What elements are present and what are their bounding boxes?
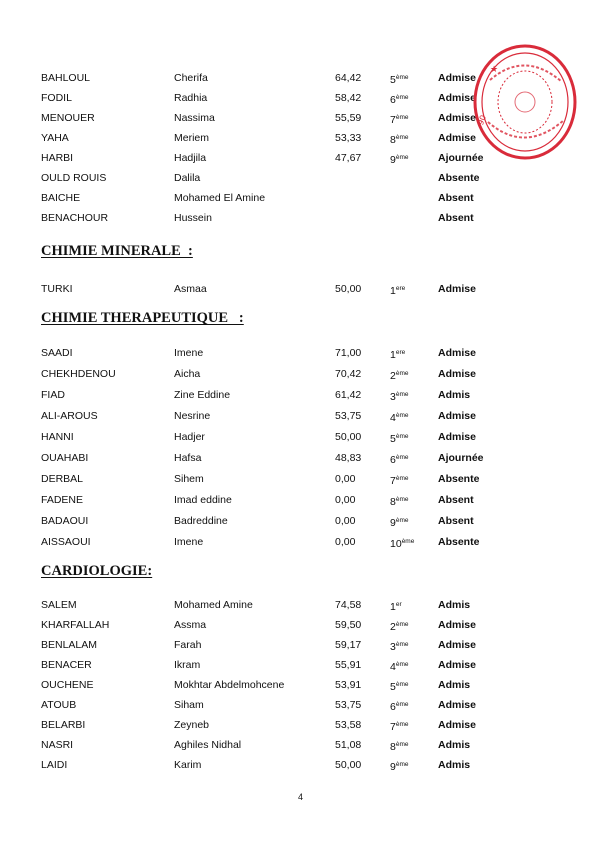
- grade: 55,91: [335, 659, 362, 671]
- grade: 59,17: [335, 639, 362, 651]
- first-name: Asmaa: [174, 283, 207, 295]
- rank: 9ème: [390, 761, 409, 773]
- table-row: [0, 190, 601, 206]
- last-name: FODIL: [41, 92, 72, 104]
- result: Admise: [438, 132, 476, 144]
- last-name: AISSAOUI: [41, 536, 91, 548]
- last-name: SAADI: [41, 347, 73, 359]
- grade: 0,00: [335, 536, 356, 548]
- grade: 47,67: [335, 152, 362, 164]
- grade: 55,59: [335, 112, 362, 124]
- result: Absent: [438, 515, 474, 527]
- table-row: [0, 637, 601, 653]
- svg-text:90: 90: [476, 113, 488, 127]
- rank: 3ème: [390, 391, 409, 403]
- table-row: [0, 717, 601, 733]
- rank: 10ème: [390, 538, 415, 550]
- rank: 4ème: [390, 412, 409, 424]
- result: Admis: [438, 599, 471, 611]
- first-name: Sihem: [174, 473, 204, 485]
- table-row: [0, 757, 601, 773]
- grade: 50,00: [335, 431, 362, 443]
- rank: 7ème: [390, 721, 409, 733]
- table-row: [0, 471, 601, 487]
- rank: 1er: [390, 601, 402, 613]
- result: Admis: [438, 679, 471, 691]
- last-name: YAHA: [41, 132, 69, 144]
- grade: 50,00: [335, 283, 362, 295]
- last-name: HARBI: [41, 152, 74, 164]
- grade: 53,58: [335, 719, 362, 731]
- table-row: [0, 513, 601, 529]
- table-row: [0, 617, 601, 633]
- last-name: BENACHOUR: [41, 212, 109, 224]
- last-name: CHEKHDENOU: [41, 368, 116, 380]
- result: Absent: [438, 212, 474, 224]
- first-name: Badreddine: [174, 515, 228, 527]
- first-name: Zeyneb: [174, 719, 210, 731]
- result: Admise: [438, 368, 476, 380]
- rank: 6ème: [390, 454, 409, 466]
- grade: 53,91: [335, 679, 362, 691]
- result: Admis: [438, 759, 471, 771]
- result: Admise: [438, 699, 476, 711]
- rank: 9ème: [390, 517, 409, 529]
- svg-text:★: ★: [490, 65, 499, 75]
- rank: 7ème: [390, 114, 409, 126]
- grade: 51,08: [335, 739, 362, 751]
- rank: 6ème: [390, 94, 409, 106]
- rank: 1ere: [390, 349, 406, 361]
- last-name: OUAHABI: [41, 452, 89, 464]
- table-row: [0, 737, 601, 753]
- last-name: DERBAL: [41, 473, 84, 485]
- table-row: [0, 345, 601, 361]
- grade: 61,42: [335, 389, 362, 401]
- result: Admise: [438, 92, 476, 104]
- first-name: Imene: [174, 536, 204, 548]
- first-name: Hadjila: [174, 152, 207, 164]
- rank: 2ème: [390, 370, 409, 382]
- first-name: Siham: [174, 699, 204, 711]
- last-name: BADAOUI: [41, 515, 89, 527]
- last-name: SALEM: [41, 599, 77, 611]
- first-name: Imene: [174, 347, 204, 359]
- result: Ajournée: [438, 452, 484, 464]
- result: Admise: [438, 619, 476, 631]
- last-name: OUCHENE: [41, 679, 94, 691]
- result: Admis: [438, 389, 471, 401]
- result: Admise: [438, 639, 476, 651]
- rank: 6ème: [390, 701, 409, 713]
- table-row: [0, 450, 601, 466]
- last-name: ATOUB: [41, 699, 77, 711]
- first-name: Mokhtar Abdelmohcene: [174, 679, 285, 691]
- first-name: Aghiles Nidhal: [174, 739, 242, 751]
- grade: 0,00: [335, 515, 356, 527]
- grade: 70,42: [335, 368, 362, 380]
- result: Absent: [438, 192, 474, 204]
- page-number: 4: [297, 792, 303, 802]
- result: Absente: [438, 473, 480, 485]
- grade: 53,75: [335, 699, 362, 711]
- last-name: BENACER: [41, 659, 92, 671]
- result: Admis: [438, 739, 471, 751]
- grade: 53,75: [335, 410, 362, 422]
- first-name: Karim: [174, 759, 202, 771]
- last-name: MENOUER: [41, 112, 95, 124]
- first-name: Dalila: [174, 172, 201, 184]
- rank: 5ème: [390, 433, 409, 445]
- grade: 0,00: [335, 494, 356, 506]
- rank: 9ème: [390, 154, 409, 166]
- first-name: Mohamed Amine: [174, 599, 253, 611]
- last-name: BAICHE: [41, 192, 81, 204]
- grade: 58,42: [335, 92, 362, 104]
- rank: 2ème: [390, 621, 409, 633]
- last-name: TURKI: [41, 283, 73, 295]
- result: Admise: [438, 410, 476, 422]
- result: Admise: [438, 719, 476, 731]
- table-row: [0, 210, 601, 226]
- result: Absente: [438, 536, 480, 548]
- table-row: [0, 366, 601, 382]
- grade: 74,58: [335, 599, 362, 611]
- first-name: Zine Eddine: [174, 389, 231, 401]
- first-name: Hadjer: [174, 431, 205, 443]
- grade: 0,00: [335, 473, 356, 485]
- grade: 50,00: [335, 759, 362, 771]
- first-name: Hussein: [174, 212, 212, 224]
- table-row: [0, 597, 601, 613]
- last-name: BENLALAM: [41, 639, 98, 651]
- first-name: Imad eddine: [174, 494, 232, 506]
- first-name: Aicha: [174, 368, 201, 380]
- rank: 8ème: [390, 134, 409, 146]
- first-name: Cherifa: [174, 72, 208, 84]
- first-name: Assma: [174, 619, 207, 631]
- rank: 5ème: [390, 74, 409, 86]
- table-row: [0, 281, 601, 297]
- rank: 4ème: [390, 661, 409, 673]
- first-name: Hafsa: [174, 452, 202, 464]
- table-row: [0, 170, 601, 186]
- result: Admise: [438, 431, 476, 443]
- first-name: Radhia: [174, 92, 208, 104]
- grade: 53,33: [335, 132, 362, 144]
- rank: 3ème: [390, 641, 409, 653]
- rank: 8ème: [390, 496, 409, 508]
- last-name: BAHLOUL: [41, 72, 91, 84]
- first-name: Meriem: [174, 132, 210, 144]
- last-name: HANNI: [41, 431, 74, 443]
- grade: 48,83: [335, 452, 362, 464]
- last-name: BELARBI: [41, 719, 86, 731]
- table-row: [0, 387, 601, 403]
- result: Admise: [438, 72, 476, 84]
- rank: 5ème: [390, 681, 409, 693]
- rank: 8ème: [390, 741, 409, 753]
- table-row: [0, 697, 601, 713]
- first-name: Farah: [174, 639, 202, 651]
- table-row: [0, 677, 601, 693]
- last-name: NASRI: [41, 739, 74, 751]
- last-name: FIAD: [41, 389, 65, 401]
- section-title-chimie-therapeutique: CHIMIE THERAPEUTIQUE :: [41, 310, 244, 326]
- result: Admise: [438, 347, 476, 359]
- result: Ajournée: [438, 152, 484, 164]
- result: Admise: [438, 283, 476, 295]
- result: Admise: [438, 659, 476, 671]
- table-row: [0, 429, 601, 445]
- table-row: [0, 492, 601, 508]
- table-row: [0, 657, 601, 673]
- last-name: FADENE: [41, 494, 84, 506]
- last-name: LAIDI: [41, 759, 68, 771]
- grade: 64,42: [335, 72, 362, 84]
- official-stamp: [470, 42, 580, 162]
- section-title-cardiologie: CARDIOLOGIE:: [41, 563, 153, 579]
- rank: 1ere: [390, 285, 406, 297]
- first-name: Ikram: [174, 659, 201, 671]
- table-row: [0, 534, 601, 550]
- first-name: Nesrine: [174, 410, 211, 422]
- result: Absente: [438, 172, 480, 184]
- last-name: OULD ROUIS: [41, 172, 107, 184]
- table-row: [0, 408, 601, 424]
- section-title-chimie-minerale: CHIMIE MINERALE :: [41, 243, 193, 259]
- grade: 71,00: [335, 347, 362, 359]
- grade: 59,50: [335, 619, 362, 631]
- result: Admise: [438, 112, 476, 124]
- rank: 7ème: [390, 475, 409, 487]
- first-name: Mohamed El Amine: [174, 192, 266, 204]
- result: Absent: [438, 494, 474, 506]
- first-name: Nassima: [174, 112, 215, 124]
- last-name: ALI-AROUS: [41, 410, 98, 422]
- last-name: KHARFALLAH: [41, 619, 110, 631]
